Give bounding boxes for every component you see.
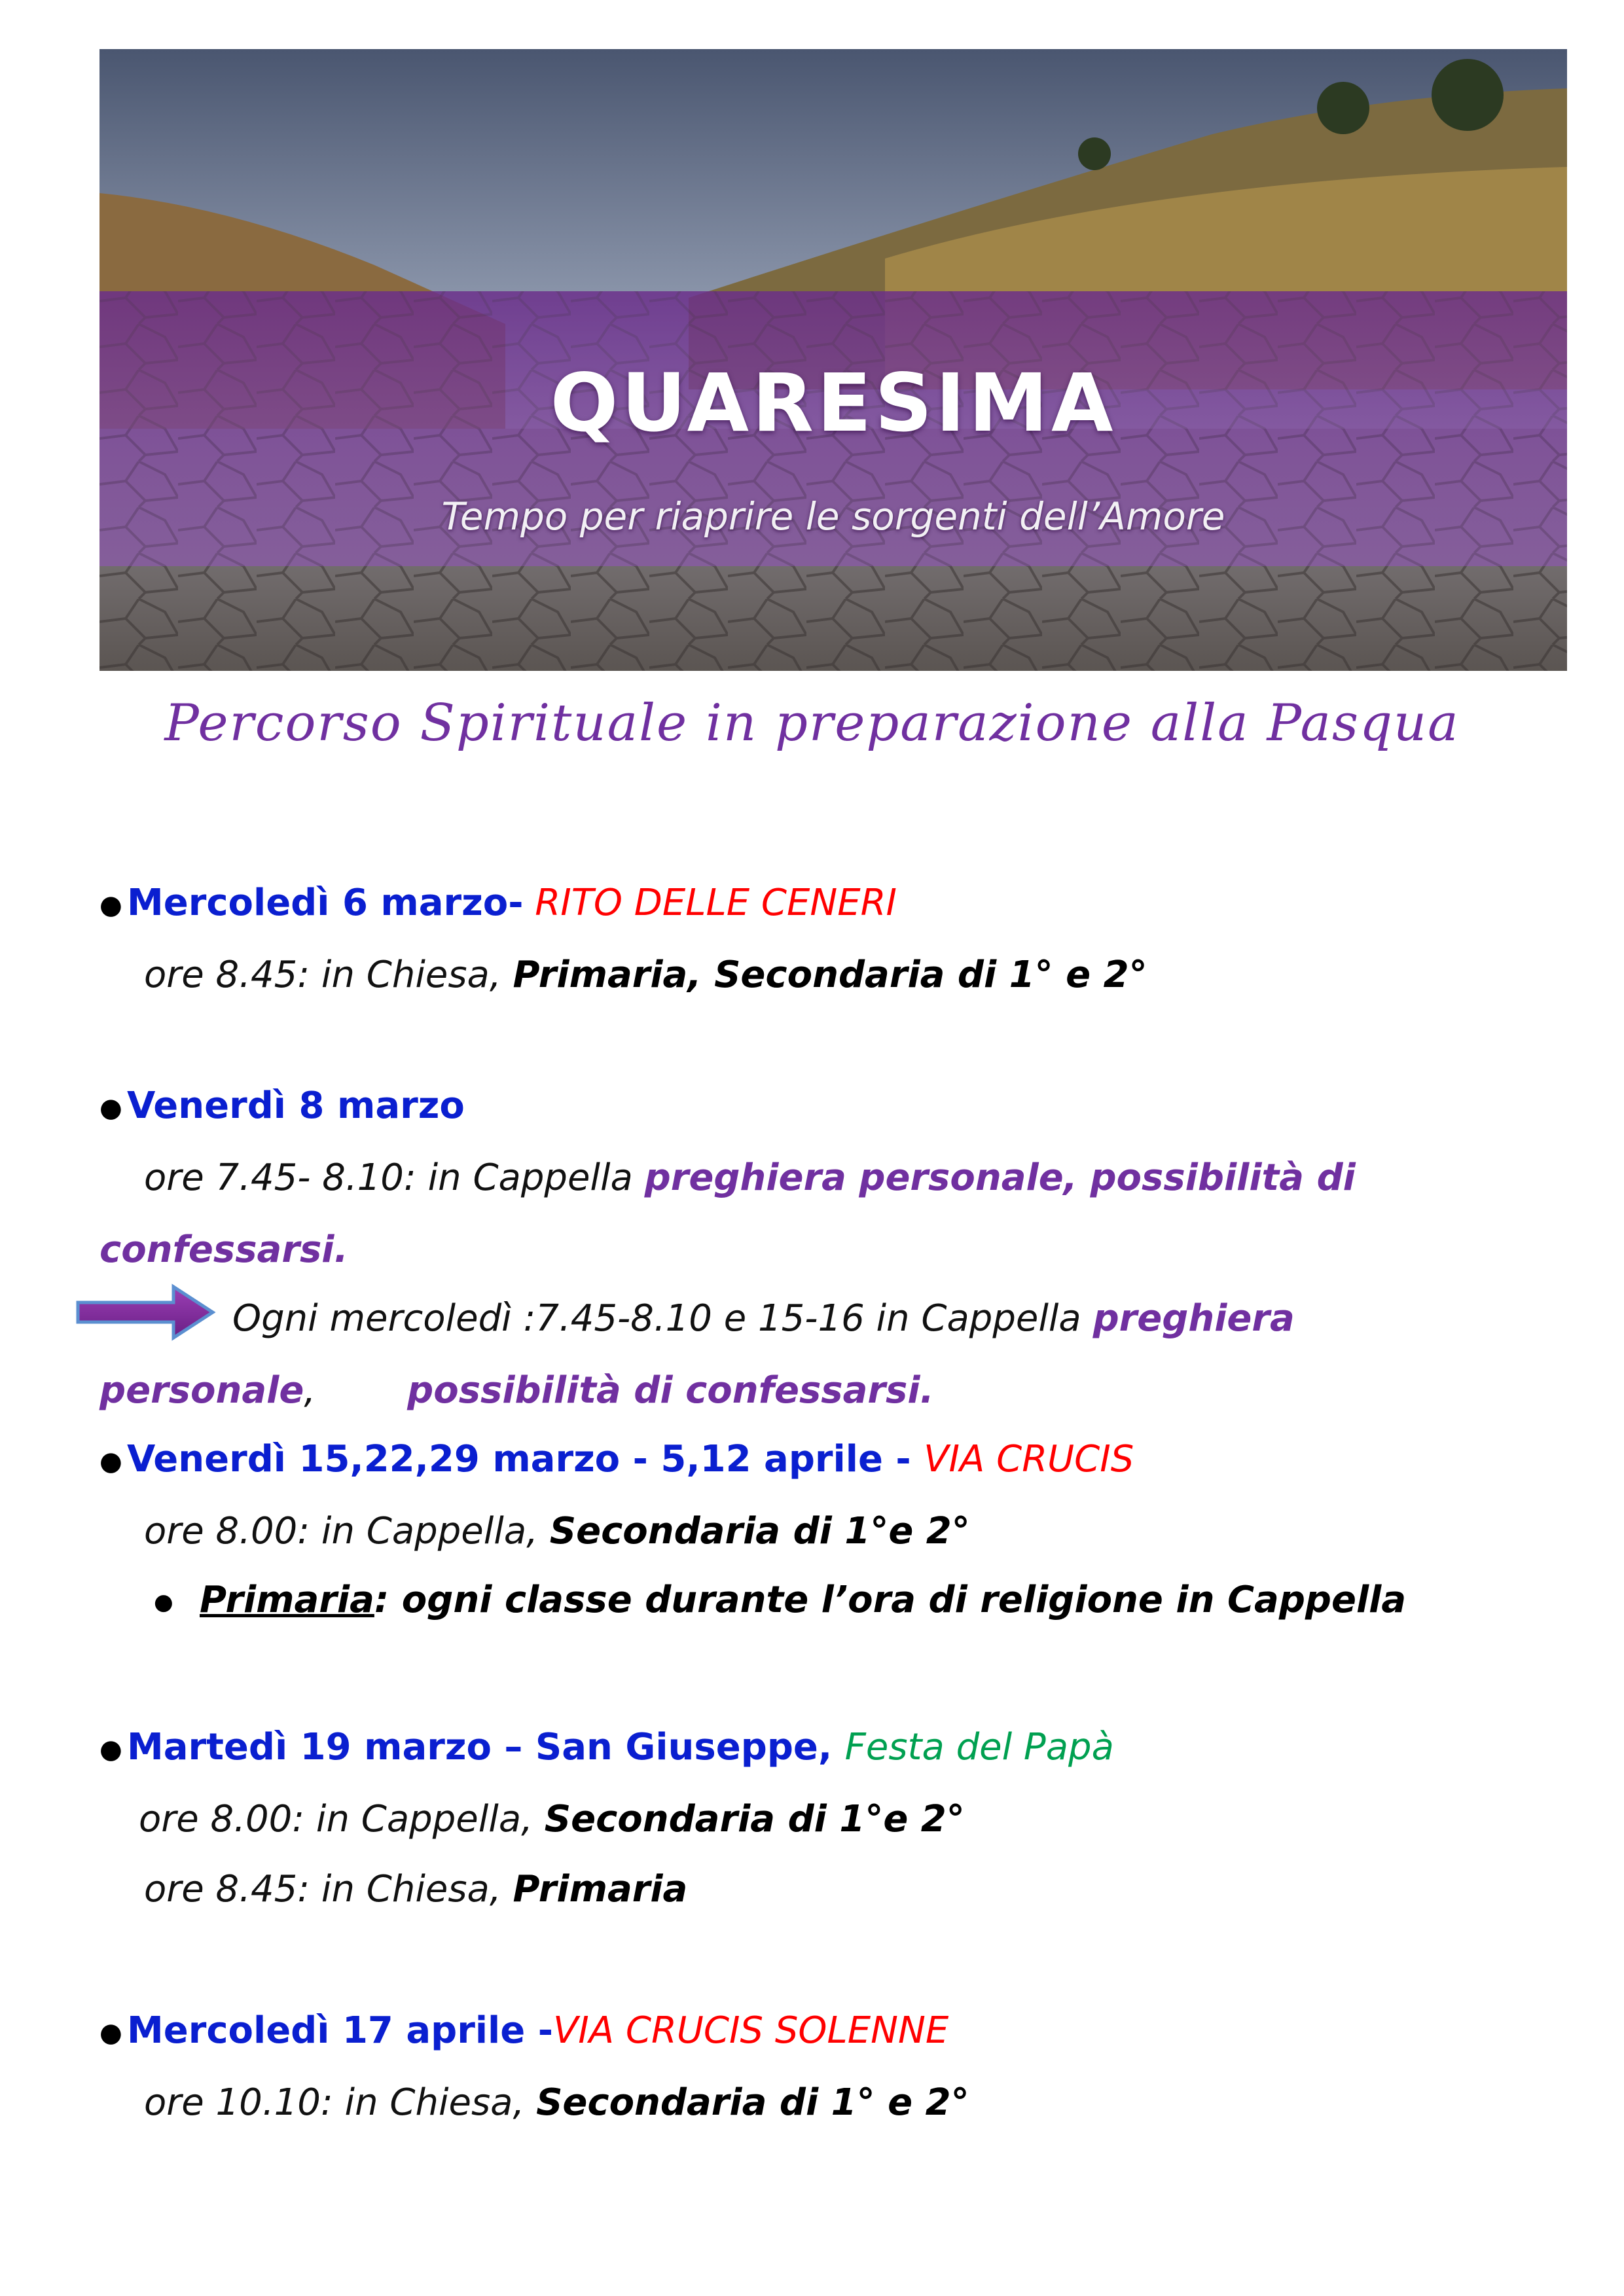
bullet-icon: ● xyxy=(99,1446,122,1477)
event-time: ore 7.45- 8.10: in Cappella xyxy=(144,1157,645,1199)
event-time: ore 8.45: in Chiesa, xyxy=(144,1868,513,1910)
note-comma: , xyxy=(304,1369,316,1412)
bullet-icon: ● xyxy=(99,889,122,920)
banner-title: QUARESIMA xyxy=(550,357,1117,450)
note-time: Ogni mercoledì :7.45-8.10 e 15-16 in Cappella xyxy=(232,1297,1093,1340)
event-audience: Secondaria di 1° e 2° xyxy=(536,2081,969,2124)
sub-item-text: : ogni classe durante l’ora di religione in Cappella xyxy=(374,1579,1407,1621)
document-title: Percorso Spirituale in preparazione alla Pasqua xyxy=(164,694,1460,753)
event-date: Venerdì 8 marzo xyxy=(127,1085,465,1127)
event-detail-continued xyxy=(99,1227,348,1273)
event-header-via-crucis xyxy=(99,1437,1134,1484)
note-purple: possibilità di confessarsi. xyxy=(407,1369,934,1412)
event-header-via-crucis-solenne xyxy=(99,2008,948,2056)
note-purple: personale xyxy=(99,1369,304,1412)
sub-item-label: Primaria xyxy=(200,1579,374,1621)
event-date: Martedì 19 marzo – San Giuseppe, xyxy=(127,1726,845,1768)
right-arrow-icon xyxy=(75,1283,216,1342)
event-audience: Secondaria di 1°e 2° xyxy=(549,1510,970,1552)
bullet-icon: ● xyxy=(99,1092,122,1123)
event-date: Venerdì 15,22,29 marzo - 5,12 aprile - xyxy=(127,1438,924,1480)
event-detail xyxy=(144,1509,970,1554)
event-text: confessarsi. xyxy=(99,1229,348,1271)
event-detail xyxy=(144,2080,969,2126)
note-line xyxy=(232,1296,1295,1342)
note-line-continued xyxy=(99,1368,934,1414)
event-audience: Primaria xyxy=(513,1868,688,1910)
event-header-san-giuseppe xyxy=(99,1725,1114,1772)
bullet-icon: ● xyxy=(99,2017,122,2048)
event-time: ore 10.10: in Chiesa, xyxy=(144,2081,537,2124)
event-label: VIA CRUCIS SOLENNE xyxy=(552,2009,949,2052)
event-detail xyxy=(144,1867,687,1912)
event-label: RITO DELLE CENERI xyxy=(523,882,897,924)
event-time: ore 8.00: in Cappella, xyxy=(139,1798,545,1840)
banner-subtitle: Tempo per riaprire le sorgenti dell’Amore xyxy=(441,494,1225,539)
note-purple: preghiera xyxy=(1092,1297,1295,1340)
event-time: ore 8.00: in Cappella, xyxy=(144,1510,550,1552)
sub-item-primaria xyxy=(154,1577,1406,1625)
event-audience: preghiera personale, possibilità di xyxy=(644,1157,1356,1199)
event-label: Festa del Papà xyxy=(844,1726,1114,1768)
event-detail xyxy=(144,1155,1356,1201)
event-date: Mercoledì 17 aprile - xyxy=(127,2009,553,2052)
banner-image xyxy=(99,49,1567,671)
event-header-venerdi-8 xyxy=(99,1083,465,1131)
event-detail xyxy=(139,1797,965,1842)
event-audience: Secondaria di 1°e 2° xyxy=(544,1798,965,1840)
event-detail xyxy=(144,952,1147,998)
event-label: VIA CRUCIS xyxy=(924,1438,1134,1480)
bullet-icon: ● xyxy=(154,1588,173,1615)
event-time: ore 8.45: in Chiesa, xyxy=(144,954,513,996)
event-date: Mercoledì 6 marzo- xyxy=(127,882,524,924)
bullet-icon: ● xyxy=(99,1734,122,1765)
event-header-ceneri xyxy=(99,880,897,928)
event-audience: Primaria, Secondaria di 1° e 2° xyxy=(513,954,1147,996)
